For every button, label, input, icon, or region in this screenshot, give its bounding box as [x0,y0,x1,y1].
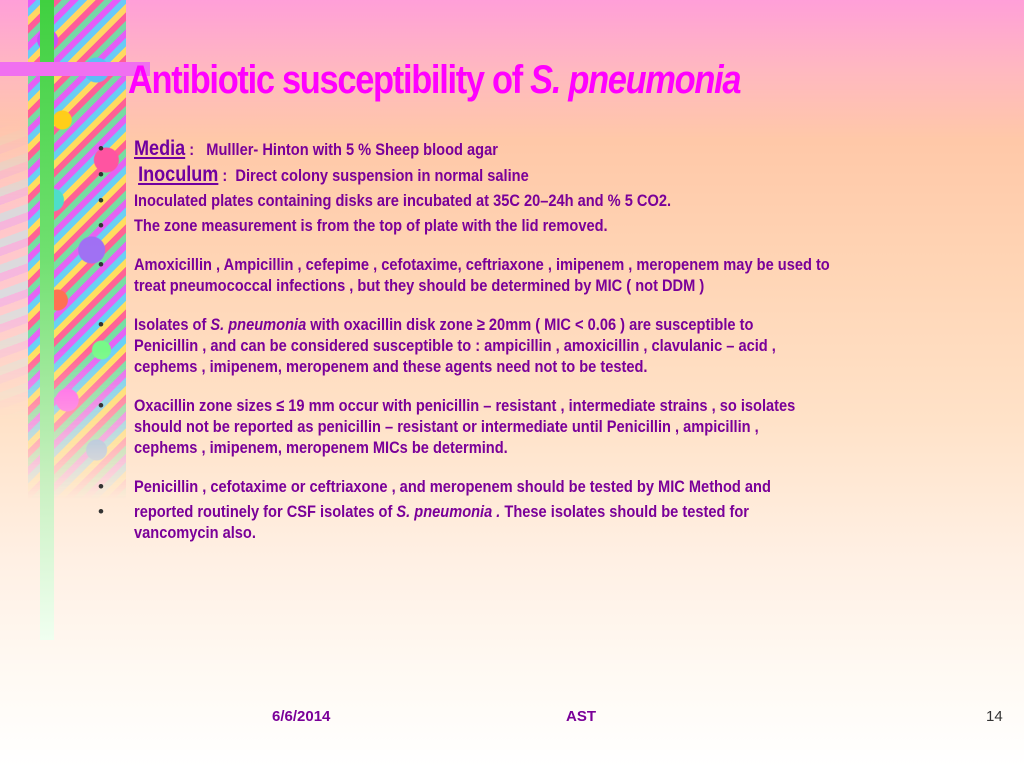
penicillin-text: Penicillin , cefotaxime or ceftriaxone , and meropenem should be tested by MIC Method and [134,477,771,496]
bullet-amoxicillin [96,254,1024,296]
bullet-penicillin [96,476,1024,497]
bullet-isolates [96,314,1024,377]
media-text: Mulller- Hinton with 5 % Sheep blood agar [206,140,498,159]
title-main: Antibiotic susceptibility of [128,58,531,102]
spacer [96,296,1024,314]
bullet-incubation [96,190,1024,211]
oxa-line-3: cephems , imipenem, meropenem MICs be determind. [134,438,508,457]
csf-pre: reported routinely for CSF isolates of [134,502,397,521]
csf-organism: S. pneumonia . [396,502,501,521]
slide-title [128,58,740,103]
media-label: Media [134,138,186,160]
footer-center-text: AST [566,708,596,725]
isolates-post: with oxacillin disk zone ≥ 20mm ( MIC < 0.06 ) are susceptible to [306,315,754,334]
bullet-zone-measurement [96,215,1024,236]
inoculum-separator: : [218,166,232,185]
amox-line-2: treat pneumococcal infections , but they should be determined by MIC ( not DDM ) [134,276,705,295]
csf-post: These isolates should be tested for [500,502,749,521]
bullet-oxacillin [96,395,1024,458]
title-organism: S. pneumonia [530,58,741,102]
decorative-side-pattern [0,120,30,420]
inoculum-text: Direct colony suspension in normal saline [235,166,529,185]
csf-line-2: vancomycin also. [134,523,256,542]
bullet-inoculum [96,164,1024,186]
slide-number: 14 [986,708,1003,725]
amox-line-1: Amoxicillin , Ampicillin , cefepime , cefotaxime, ceftriaxone , imipenem , meropenem may be used to [134,255,830,274]
isolates-organism: S. pneumonia [210,315,307,334]
isolates-line-2: Penicillin , and can be considered susceptible to : ampicillin , amoxicillin , clavulanic – acid , [134,336,776,355]
oxa-line-1: Oxacillin zone sizes ≤ 19 mm occur with penicillin – resistant , intermediate strains , so isolates [134,396,796,415]
spacer [96,458,1024,476]
media-separator: : [185,140,199,159]
footer-date: 6/6/2014 [272,708,331,725]
zone-text: The zone measurement is from the top of plate with the lid removed. [134,216,608,235]
incubation-text: Inoculated plates containing disks are incubated at 35C 20–24h and % 5 CO2. [134,191,672,210]
vertical-accent-bar [40,0,54,640]
slide-body [96,138,1024,543]
isolates-pre: Isolates of [134,315,211,334]
isolates-line-3: cephems , imipenem, meropenem and these agents need not to be tested. [134,357,648,376]
spacer [96,377,1024,395]
inoculum-label: Inoculum [138,163,219,186]
bullet-csf [96,501,1024,543]
spacer [96,236,1024,254]
bullet-media [96,138,1024,160]
oxa-line-2: should not be reported as penicillin – resistant or intermediate until Penicillin , ampicillin , [134,417,759,436]
